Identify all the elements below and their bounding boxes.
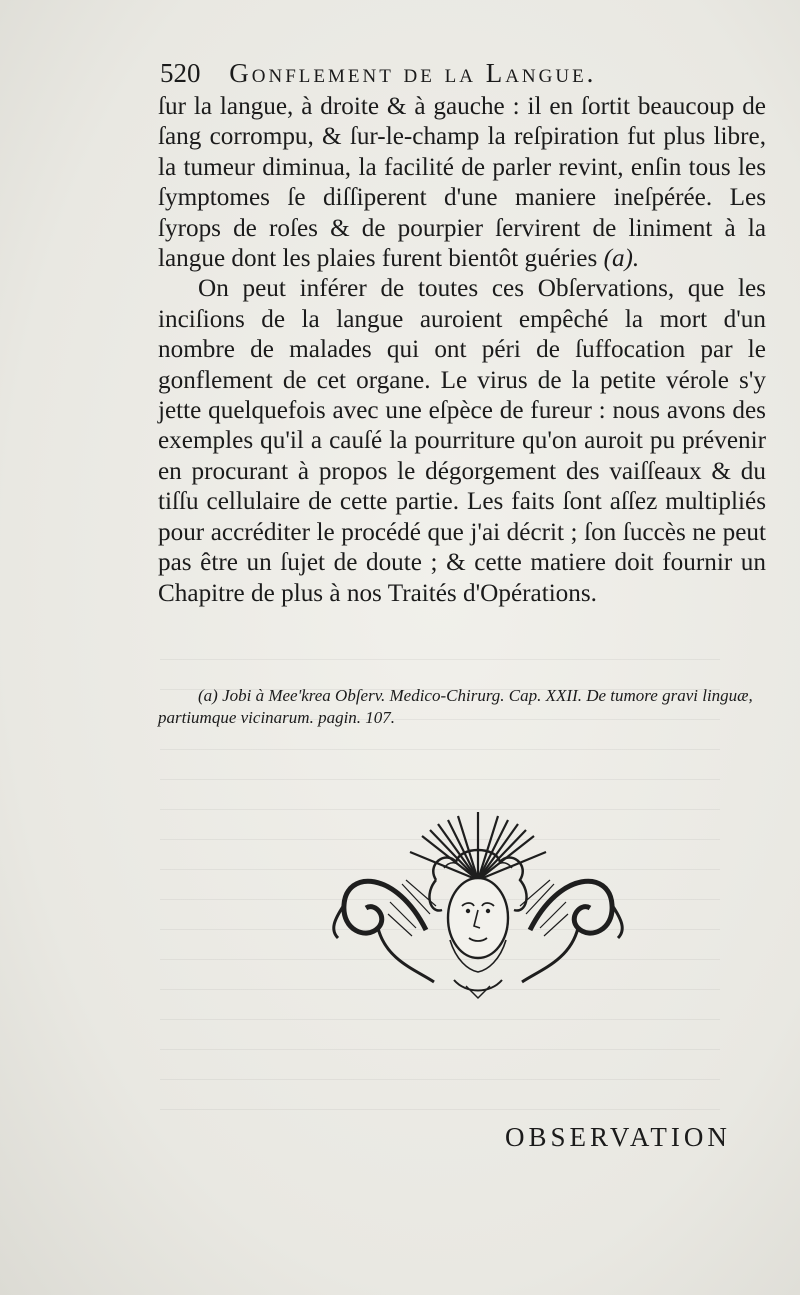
page-number: 520 <box>160 58 201 88</box>
footnote-reference: (a). <box>603 245 640 273</box>
catchword: OBSERVATION <box>505 1122 731 1152</box>
main-text <box>158 92 766 609</box>
paragraph-1 <box>158 92 766 274</box>
paragraph-1-text: ſur la langue, à droite & à gauche : il en ſortit beaucoup de ſang corrompu, & ſur-le-champ la reſpiration fut plus libre, la tumeur diminua, la facilité de parler revint, enſin tous les ſymptomes ſe diſſiperent d'une maniere ineſpérée. Les ſyrops de roſes & de pourpier ſervirent de liniment à la langue dont les plaies furent bientôt guéries <box>158 93 766 273</box>
running-header <box>160 58 700 89</box>
head-ornament-icon <box>326 810 630 1002</box>
running-title: Gonflement de la Langue. <box>229 58 597 88</box>
paragraph-2: On peut inférer de toutes ces Obſervations, que les inciſions de la langue auroient empêché la mort d'un nombre de malades qui ont péri de ſuffocation par le gonflement de cet organe. Le virus de la petite vérole s'y jette quelquefois avec une eſpèce de fureur : nous avons des exemples qu'il a cauſé la pourriture qu'on auroit pu prévenir en procurant à propos le dégorgement des vaiſſeaux & du tiſſu cellulaire de cette partie. Les faits ſont aſſez multipliés pour accréditer le procédé que j'ai décrit ; ſon ſuccès ne peut pas être un ſujet de doute ; & cette matiere doit fournir un Chapitre de plus à nos Traités d'Opérations. <box>158 275 766 607</box>
footnote: (a) Jobi à Mee'krea Obſerv. Medico-Chirurg. Cap. XXII. De tumore gravi linguæ, partiumque vicinarum. pagin. 107. <box>158 686 753 727</box>
